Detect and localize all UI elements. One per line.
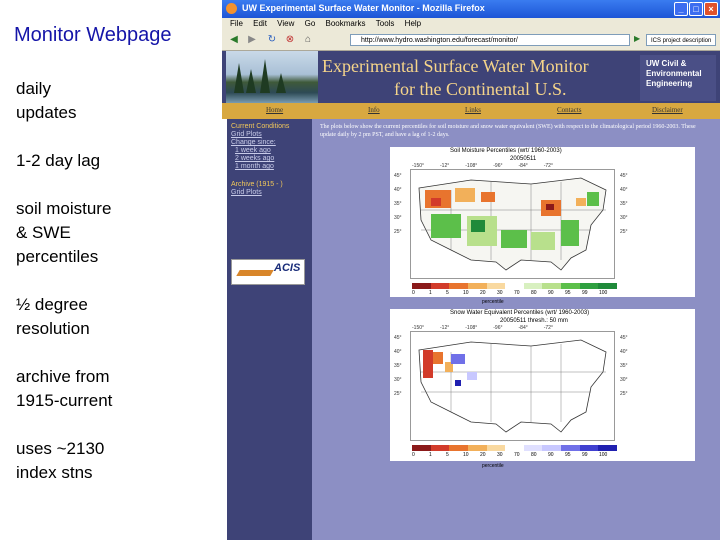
panel-date: 20050511 xyxy=(510,156,537,162)
menu-file[interactable]: File xyxy=(230,19,243,28)
color-scale xyxy=(412,445,617,451)
menu-go[interactable]: Go xyxy=(304,19,316,28)
site-banner xyxy=(222,51,720,103)
window-title: UW Experimental Surface Water Monitor - Mozilla Firefox xyxy=(242,3,485,13)
panel-title: Soil Moisture Percentiles (wrt/ 1960-2003) xyxy=(450,148,562,154)
color-scale xyxy=(412,283,617,289)
bookmark-field[interactable]: ICS project description xyxy=(646,34,716,46)
main-panel xyxy=(312,119,720,540)
address-bar[interactable]: http://www.hydro.washington.edu/forecast/monitor/ xyxy=(350,34,630,46)
bullet-list xyxy=(16,77,211,509)
browser-window xyxy=(222,0,720,540)
page-content xyxy=(222,51,720,540)
navigation-toolbar xyxy=(222,30,720,51)
panel-date: 20050511 thresh.: 50 mm xyxy=(500,318,568,324)
scale-labels: 0 1 5 10 20 30 70 80 90 95 99 100 xyxy=(412,290,608,296)
sidebar-archive: Archive (1915 - ) xyxy=(231,181,283,188)
title-bar[interactable] xyxy=(222,0,720,18)
back-arrow-icon[interactable]: ◀ xyxy=(230,34,238,45)
latitude-labels-left: 45° 40° 35° 30° 25° xyxy=(394,173,402,235)
menu-bookmarks[interactable]: Bookmarks xyxy=(325,19,366,28)
us-map-swe xyxy=(411,332,615,441)
minimize-button[interactable]: _ xyxy=(674,2,688,16)
site-nav xyxy=(222,103,720,119)
us-map-soil xyxy=(411,170,615,279)
soil-moisture-panel xyxy=(390,147,695,297)
nav-links[interactable]: Links xyxy=(465,106,481,114)
bullet-item: ½ degree resolution xyxy=(16,295,90,338)
stop-icon[interactable]: ⊗ xyxy=(285,34,295,45)
soil-moisture-map xyxy=(410,169,615,279)
close-button[interactable]: × xyxy=(704,2,718,16)
menu-bar xyxy=(222,18,720,30)
bullet-item: soil moisture & SWE percentiles xyxy=(16,199,112,266)
reload-icon[interactable]: ↻ xyxy=(267,34,277,45)
forward-arrow-icon[interactable]: ▶ xyxy=(248,34,256,45)
firefox-icon xyxy=(226,3,237,14)
intro-text: The plots below show the current percentiles for soil moisture and snow water equivalent (SWE) with respect to the climatological period 1960-2003. These update daily by 2 pm PST, and have a lag of 1-2 days. xyxy=(320,124,696,138)
bullet-item: daily updates xyxy=(16,79,77,122)
bullet-item: uses ~2130 index stns xyxy=(16,439,105,482)
menu-edit[interactable]: Edit xyxy=(253,19,267,28)
banner-photo xyxy=(226,51,318,103)
sidebar-1-month[interactable]: 1 month ago xyxy=(235,163,274,170)
nav-info[interactable]: Info xyxy=(368,106,380,114)
latitude-labels-right: 45° 40° 35° 30° 25° xyxy=(620,173,628,235)
home-icon[interactable]: ⌂ xyxy=(304,34,312,45)
scale-unit: percentile xyxy=(482,299,504,305)
banner-subtitle: for the Continental U.S. xyxy=(394,79,567,99)
bullet-item: archive from 1915-current xyxy=(16,367,113,410)
sidebar-1-week[interactable]: 1 week ago xyxy=(235,147,271,154)
panel-title: Snow Water Equivalent Percentiles (wrt/ 1960-2003) xyxy=(450,310,590,316)
sidebar-current-conditions: Current Conditions xyxy=(231,123,290,130)
uw-logo: UW Civil & Environmental Engineering xyxy=(640,55,716,101)
nav-home[interactable]: Home xyxy=(266,106,284,114)
sidebar-grid-plots[interactable]: Grid Plots xyxy=(231,131,262,138)
scale-unit: percentile xyxy=(482,463,504,469)
go-icon[interactable]: ▶ xyxy=(634,34,641,43)
banner-title: Experimental Surface Water Monitor xyxy=(322,56,589,76)
maximize-button[interactable]: □ xyxy=(689,2,703,16)
swe-map xyxy=(410,331,615,441)
sidebar-change-since: Change since: xyxy=(231,139,276,146)
bullet-item: 1-2 day lag xyxy=(16,151,101,170)
menu-view[interactable]: View xyxy=(277,19,295,28)
nav-disclaimer[interactable]: Disclaimer xyxy=(652,106,683,114)
menu-help[interactable]: Help xyxy=(404,19,422,28)
slide-title: Monitor Webpage xyxy=(14,24,172,46)
acis-logo[interactable]: ACIS xyxy=(231,259,305,285)
latitude-labels-left: 45° 40° 35° 30° 25° xyxy=(394,335,402,397)
nav-contacts[interactable]: Contacts xyxy=(557,106,582,114)
scale-labels: 0 1 5 10 20 30 70 80 90 95 99 100 xyxy=(412,452,608,458)
swe-panel xyxy=(390,309,695,461)
longitude-labels: -150° -12° -108° -96° -84° -72° xyxy=(412,325,553,331)
menu-tools[interactable]: Tools xyxy=(375,19,395,28)
latitude-labels-right: 45° 40° 35° 30° 25° xyxy=(620,335,628,397)
longitude-labels: -150° -12° -108° -96° -84° -72° xyxy=(412,163,553,169)
sidebar-archive-grid-plots[interactable]: Grid Plots xyxy=(231,189,262,196)
sidebar xyxy=(227,119,312,540)
sidebar-2-weeks[interactable]: 2 weeks ago xyxy=(235,155,275,162)
